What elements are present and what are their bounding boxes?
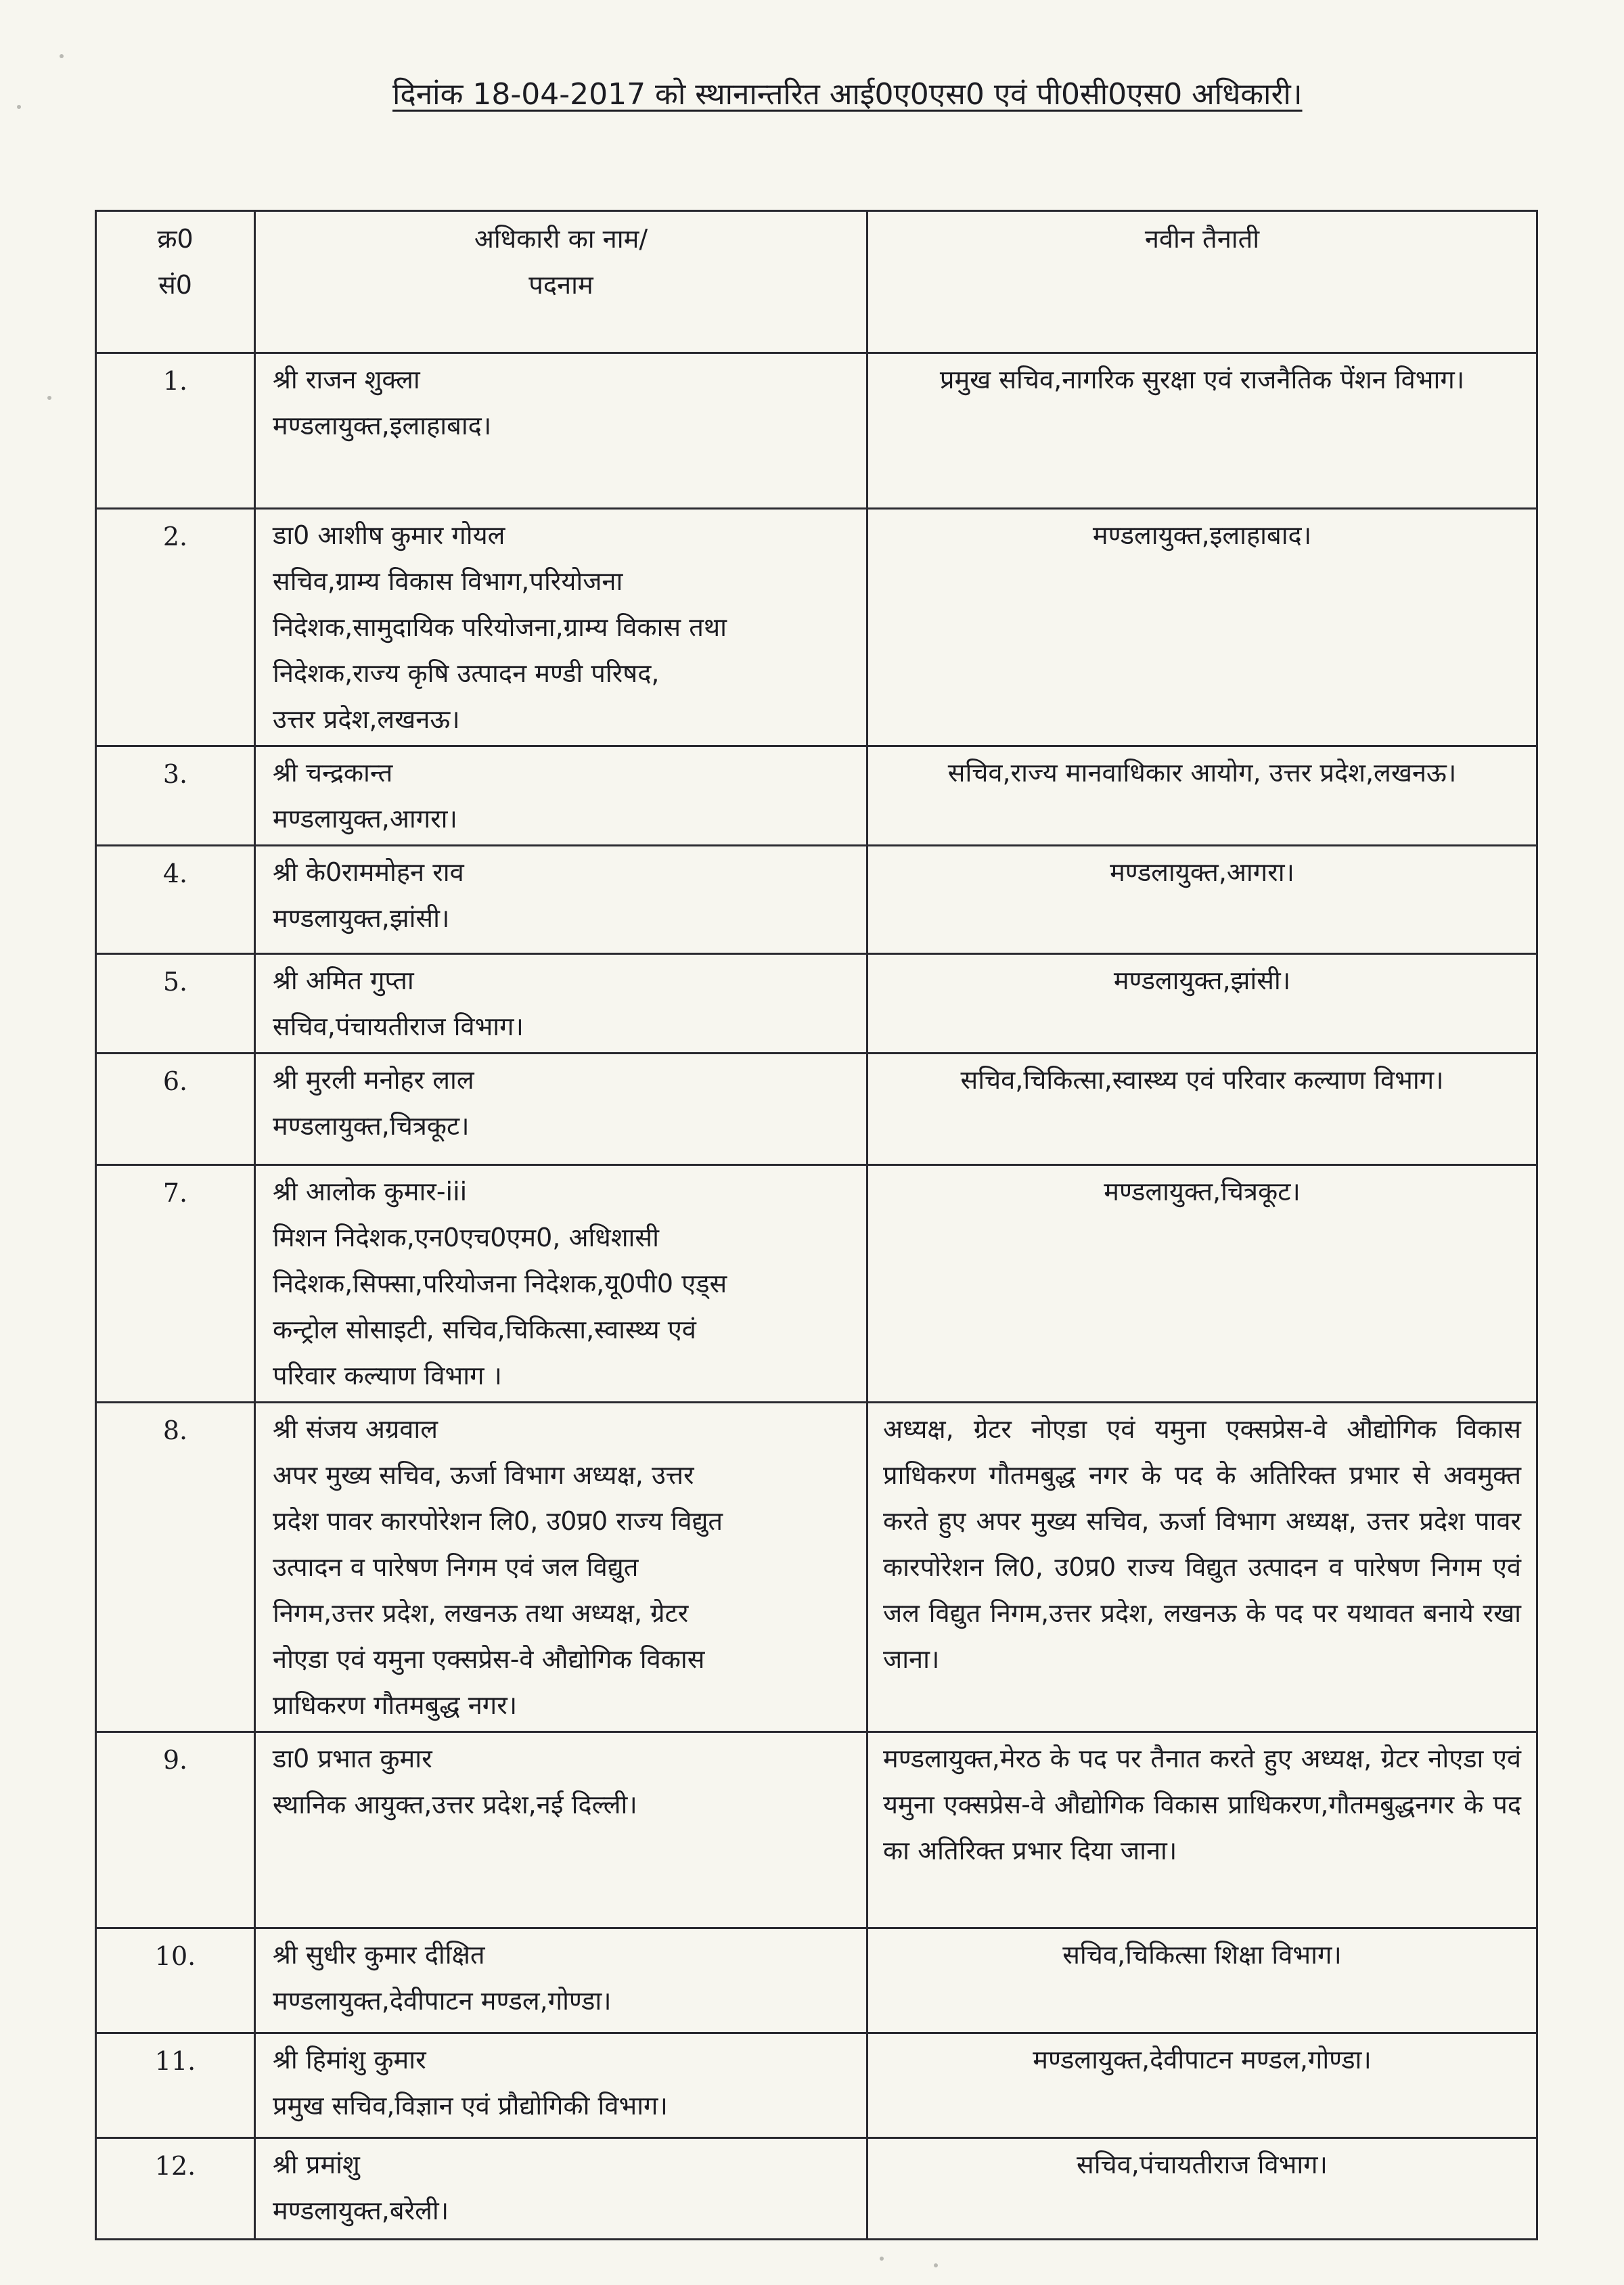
serial-number: 3. — [96, 746, 255, 846]
header-serial-line2: सं0 — [158, 270, 192, 300]
officer-cell — [255, 2138, 867, 2240]
officer-designation-line: स्थानिक आयुक्त,उत्तर प्रदेश,नई दिल्ली। — [273, 1790, 637, 1819]
table-row — [96, 1928, 1537, 2033]
officer-cell — [255, 2033, 867, 2138]
officer-cell — [255, 1165, 867, 1403]
officer-name: श्री चन्द्रकान्त — [273, 758, 393, 788]
officer-designation-line: निदेशक,राज्य कृषि उत्पादन मण्डी परिषद, — [273, 658, 660, 688]
new-posting: प्रमुख सचिव,नागरिक सुरक्षा एवं राजनैतिक पेंशन विभाग। — [867, 353, 1537, 509]
serial-number: 2. — [96, 509, 255, 746]
table-row — [96, 2033, 1537, 2138]
officer-cell — [255, 846, 867, 954]
header-name-line2: पदनाम — [528, 270, 593, 300]
officer-name: डा0 आशीष कुमार गोयल — [273, 520, 505, 550]
officer-name: श्री संजय अग्रवाल — [273, 1414, 438, 1444]
serial-number: 7. — [96, 1165, 255, 1403]
scan-speck — [934, 2263, 938, 2267]
scan-speck — [60, 54, 64, 58]
officer-name: डा0 प्रभात कुमार — [273, 1744, 432, 1773]
table-row — [96, 846, 1537, 954]
officer-name: श्री प्रमांशु — [273, 2150, 360, 2179]
serial-number: 5. — [96, 954, 255, 1054]
officer-designation-line: उत्पादन व पारेषण निगम एवं जल विद्युत — [273, 1552, 639, 1582]
officer-cell — [255, 353, 867, 509]
serial-number: 9. — [96, 1732, 255, 1928]
header-row — [96, 211, 1537, 353]
officer-name: श्री सुधीर कुमार दीक्षित — [273, 1940, 485, 1970]
officer-designation-line: परिवार कल्याण विभाग । — [273, 1361, 502, 1390]
table-body — [96, 353, 1537, 2240]
officer-name: श्री के0राममोहन राव — [273, 857, 464, 887]
officer-designation-line: अपर मुख्य सचिव, ऊर्जा विभाग अध्यक्ष, उत्तर — [273, 1460, 694, 1490]
officer-designation-line: मण्डलायुक्त,चित्रकूट। — [273, 1111, 470, 1141]
new-posting: मण्डलायुक्त,मेरठ के पद पर तैनात करते हुए अध्यक्ष, ग्रेटर नोएडा एवं यमुना एक्सप्रेस-वे औद्योगिक विकास प्राधिकरण,गौतमबुद्धनगर के पद का अतिरिक्त प्रभार दिया जाना। — [867, 1732, 1537, 1928]
new-posting: मण्डलायुक्त,झांसी। — [867, 954, 1537, 1054]
transfer-table — [95, 210, 1538, 2240]
serial-number: 11. — [96, 2033, 255, 2138]
header-name-line1: अधिकारी का नाम/ — [474, 224, 648, 254]
header-officer-name — [255, 211, 867, 353]
officer-name: श्री हिमांशु कुमार — [273, 2045, 426, 2075]
officer-designation-line: उत्तर प्रदेश,लखनऊ। — [273, 704, 460, 734]
scan-speck — [17, 105, 21, 109]
officer-designation-line: निगम,उत्तर प्रदेश, लखनऊ तथा अध्यक्ष, ग्रेटर — [273, 1598, 689, 1628]
officer-cell — [255, 509, 867, 746]
officer-name: श्री अमित गुप्ता — [273, 966, 414, 995]
new-posting: सचिव,चिकित्सा,स्वास्थ्य एवं परिवार कल्याण विभाग। — [867, 1054, 1537, 1165]
new-posting: मण्डलायुक्त,चित्रकूट। — [867, 1165, 1537, 1403]
officer-designation-line: सचिव,ग्राम्य विकास विभाग,परियोजना — [273, 566, 623, 596]
officer-designation-line: सचिव,पंचायतीराज विभाग। — [273, 1012, 524, 1041]
officer-designation-line: मण्डलायुक्त,देवीपाटन मण्डल,गोण्डा। — [273, 1986, 612, 2016]
officer-designation-line: मण्डलायुक्त,बरेली। — [273, 2196, 449, 2225]
officer-designation-line: प्रमुख सचिव,विज्ञान एवं प्रौद्योगिकी विभाग। — [273, 2091, 668, 2121]
officer-cell — [255, 746, 867, 846]
officer-name: श्री मुरली मनोहर लाल — [273, 1065, 474, 1095]
new-posting: मण्डलायुक्त,देवीपाटन मण्डल,गोण्डा। — [867, 2033, 1537, 2138]
officer-cell — [255, 1732, 867, 1928]
header-new-posting — [867, 211, 1537, 353]
new-posting: मण्डलायुक्त,इलाहाबाद। — [867, 509, 1537, 746]
header-serial-line1: क्र0 — [157, 224, 194, 254]
table-row — [96, 509, 1537, 746]
table-row — [96, 1165, 1537, 1403]
serial-number: 10. — [96, 1928, 255, 2033]
header-serial-number — [96, 211, 255, 353]
serial-number: 12. — [96, 2138, 255, 2240]
officer-name: श्री राजन शुक्ला — [273, 365, 420, 394]
officer-designation-line: नोएडा एवं यमुना एक्सप्रेस-वे औद्योगिक विकास — [273, 1644, 705, 1674]
table-row — [96, 954, 1537, 1054]
officer-cell — [255, 1928, 867, 2033]
new-posting: मण्डलायुक्त,आगरा। — [867, 846, 1537, 954]
officer-name: श्री आलोक कुमार-iii — [273, 1177, 468, 1206]
officer-cell — [255, 954, 867, 1054]
table-row — [96, 2138, 1537, 2240]
officer-designation-line: मण्डलायुक्त,आगरा। — [273, 804, 457, 834]
new-posting: सचिव,चिकित्सा शिक्षा विभाग। — [867, 1928, 1537, 2033]
new-posting: सचिव,राज्य मानवाधिकार आयोग, उत्तर प्रदेश,लखनऊ। — [867, 746, 1537, 846]
page-title: दिनांक 18-04-2017 को स्थानान्तरित आई0ए0एस0 एवं पी0सी0एस0 अधिकारी। — [392, 77, 1303, 112]
table-row — [96, 1403, 1537, 1732]
new-posting: अध्यक्ष, ग्रेटर नोएडा एवं यमुना एक्सप्रेस-वे औद्योगिक विकास प्राधिकरण गौतमबुद्ध नगर के पद के अतिरिक्त प्रभार से अवमुक्त करते हुए अपर मुख्य सचिव, ऊर्जा विभाग अध्यक्ष, उत्तर प्रदेश पावर कारपोरेशन लि0, उ0प्र0 राज्य विद्युत उत्पादन व पारेषण निगम एवं जल विद्युत निगम,उत्तर प्रदेश, लखनऊ के पद पर यथावत बनाये रखा जाना। — [867, 1403, 1537, 1732]
officer-designation-line: निदेशक,सामुदायिक परियोजना,ग्राम्य विकास तथा — [273, 612, 727, 642]
officer-cell — [255, 1403, 867, 1732]
scan-speck — [47, 396, 51, 400]
officer-designation-line: प्राधिकरण गौतमबुद्ध नगर। — [273, 1690, 518, 1720]
officer-designation-line: कन्ट्रोल सोसाइटी, सचिव,चिकित्सा,स्वास्थ्य एवं — [273, 1315, 696, 1344]
serial-number: 6. — [96, 1054, 255, 1165]
scan-speck — [880, 2257, 884, 2261]
officer-cell — [255, 1054, 867, 1165]
officer-designation-line: निदेशक,सिफ्सा,परियोजना निदेशक,यू0पी0 एड्स — [273, 1269, 727, 1298]
officer-designation-line: प्रदेश पावर कारपोरेशन लि0, उ0प्र0 राज्य विद्युत — [273, 1506, 723, 1536]
table-row — [96, 1732, 1537, 1928]
table-row — [96, 746, 1537, 846]
table-row — [96, 1054, 1537, 1165]
serial-number: 1. — [96, 353, 255, 509]
officer-designation-line: मिशन निदेशक,एन0एच0एम0, अधिशासी — [273, 1223, 659, 1252]
serial-number: 4. — [96, 846, 255, 954]
serial-number: 8. — [96, 1403, 255, 1732]
new-posting: सचिव,पंचायतीराज विभाग। — [867, 2138, 1537, 2240]
header-posting-label: नवीन तैनाती — [1144, 224, 1260, 254]
officer-designation-line: मण्डलायुक्त,झांसी। — [273, 903, 450, 933]
officer-designation-line: मण्डलायुक्त,इलाहाबाद। — [273, 411, 492, 440]
table-row — [96, 353, 1537, 509]
